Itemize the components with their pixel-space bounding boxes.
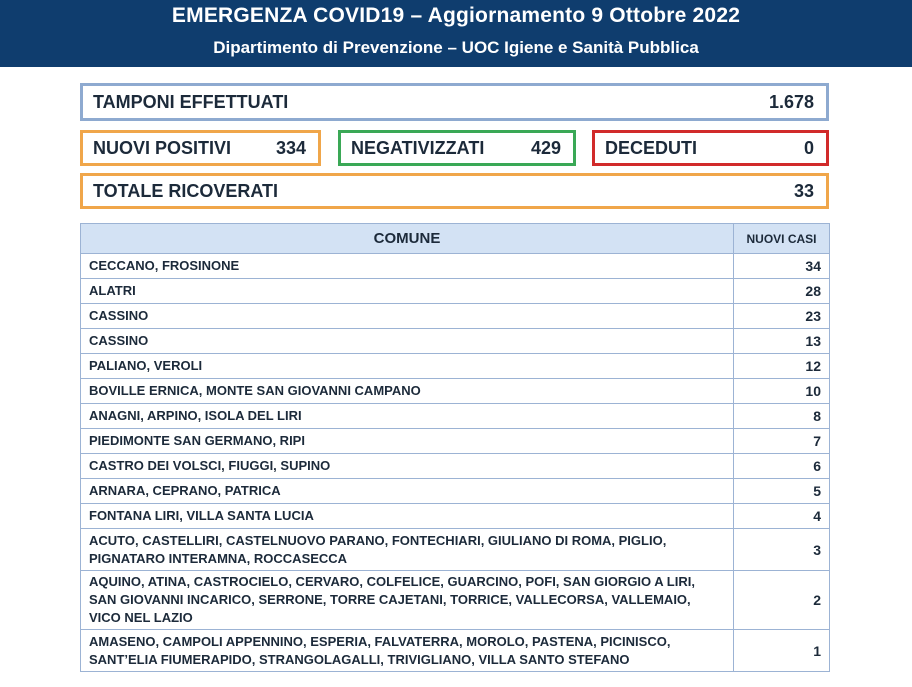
- column-header-comune: COMUNE: [81, 224, 734, 254]
- table-row: [81, 304, 830, 329]
- totale-ricoverati-label: TOTALE RICOVERATI: [93, 180, 279, 201]
- row-casi: 6: [734, 454, 830, 479]
- row-casi: 7: [734, 429, 830, 454]
- row-casi: 10: [734, 379, 830, 404]
- row-casi: 3: [734, 529, 830, 571]
- table-row: [81, 479, 830, 504]
- comuni-table: [80, 223, 830, 672]
- nuovi-positivi-label: NUOVI POSITIVI: [93, 137, 232, 158]
- table-row: [81, 429, 830, 454]
- nuovi-positivi-box: [80, 130, 321, 166]
- row-comune: BOVILLE ERNICA, MONTE SAN GIOVANNI CAMPANO: [81, 379, 734, 404]
- deceduti-value: 0: [803, 137, 814, 158]
- row-casi: 4: [734, 504, 830, 529]
- row-comune: AMASENO, CAMPOLI APPENNINO, ESPERIA, FALVATERRA, MOROLO, PASTENA, PICINISCO, SANT’ELIA FIUMERAPIDO, STRANGOLAGALLI, TRIVIGLIANO, VILLA SANTO STEFANO: [81, 630, 734, 672]
- table-row: [81, 404, 830, 429]
- row-casi: 12: [734, 354, 830, 379]
- totale-ricoverati-box: [80, 173, 829, 209]
- page-header: [0, 0, 912, 67]
- table-row: [81, 254, 830, 279]
- negativizzati-value: 429: [530, 137, 561, 158]
- negativizzati-label: NEGATIVIZZATI: [351, 137, 485, 158]
- tamponi-box: [80, 83, 829, 121]
- deceduti-label: DECEDUTI: [605, 137, 698, 158]
- row-casi: 23: [734, 304, 830, 329]
- negativizzati-box: [338, 130, 576, 166]
- nuovi-positivi-value: 334: [275, 137, 306, 158]
- row-comune: AQUINO, ATINA, CASTROCIELO, CERVARO, COLFELICE, GUARCINO, POFI, SAN GIORGIO A LIRI, SAN GIOVANNI INCARICO, SERRONE, TORRE CAJETANI, TORRICE, VALLECORSA, VALLEMAIO, VICO NEL LAZIO: [81, 571, 734, 630]
- table-row: [81, 279, 830, 304]
- row-casi: 8: [734, 404, 830, 429]
- table-row: [81, 504, 830, 529]
- row-casi: 34: [734, 254, 830, 279]
- row-comune: FONTANA LIRI, VILLA SANTA LUCIA: [81, 504, 734, 529]
- table-row: [81, 379, 830, 404]
- row-comune: CASSINO: [81, 304, 734, 329]
- deceduti-box: [592, 130, 829, 166]
- table-row: [81, 571, 830, 630]
- row-casi: 13: [734, 329, 830, 354]
- row-comune: ARNARA, CEPRANO, PATRICA: [81, 479, 734, 504]
- column-header-nuovi-casi: NUOVI CASI: [734, 224, 830, 254]
- page-title: EMERGENZA COVID19 – Aggiornamento 9 Ottobre 2022: [171, 4, 741, 27]
- page-subtitle: Dipartimento di Prevenzione – UOC Igiene e Sanità Pubblica: [213, 38, 699, 57]
- tamponi-label: TAMPONI EFFETTUATI: [93, 91, 289, 112]
- tamponi-value: 1.678: [768, 91, 814, 112]
- row-casi: 2: [734, 571, 830, 630]
- row-casi: 1: [734, 630, 830, 672]
- row-comune: ACUTO, CASTELLIRI, CASTELNUOVO PARANO, FONTECHIARI, GIULIANO DI ROMA, PIGLIO, PIGNATARO INTERAMNA, ROCCASECCA: [81, 529, 734, 571]
- row-comune: PALIANO, VEROLI: [81, 354, 734, 379]
- row-comune: ANAGNI, ARPINO, ISOLA DEL LIRI: [81, 404, 734, 429]
- table-row: [81, 354, 830, 379]
- table-header-row: [81, 224, 830, 254]
- row-comune: CASSINO: [81, 329, 734, 354]
- table-row: [81, 529, 830, 571]
- totale-ricoverati-value: 33: [793, 180, 814, 201]
- table-row: [81, 454, 830, 479]
- table-row: [81, 630, 830, 672]
- row-casi: 5: [734, 479, 830, 504]
- row-comune: CASTRO DEI VOLSCI, FIUGGI, SUPINO: [81, 454, 734, 479]
- table-row: [81, 329, 830, 354]
- row-casi: 28: [734, 279, 830, 304]
- row-comune: CECCANO, FROSINONE: [81, 254, 734, 279]
- row-comune: ALATRI: [81, 279, 734, 304]
- row-comune: PIEDIMONTE SAN GERMANO, RIPI: [81, 429, 734, 454]
